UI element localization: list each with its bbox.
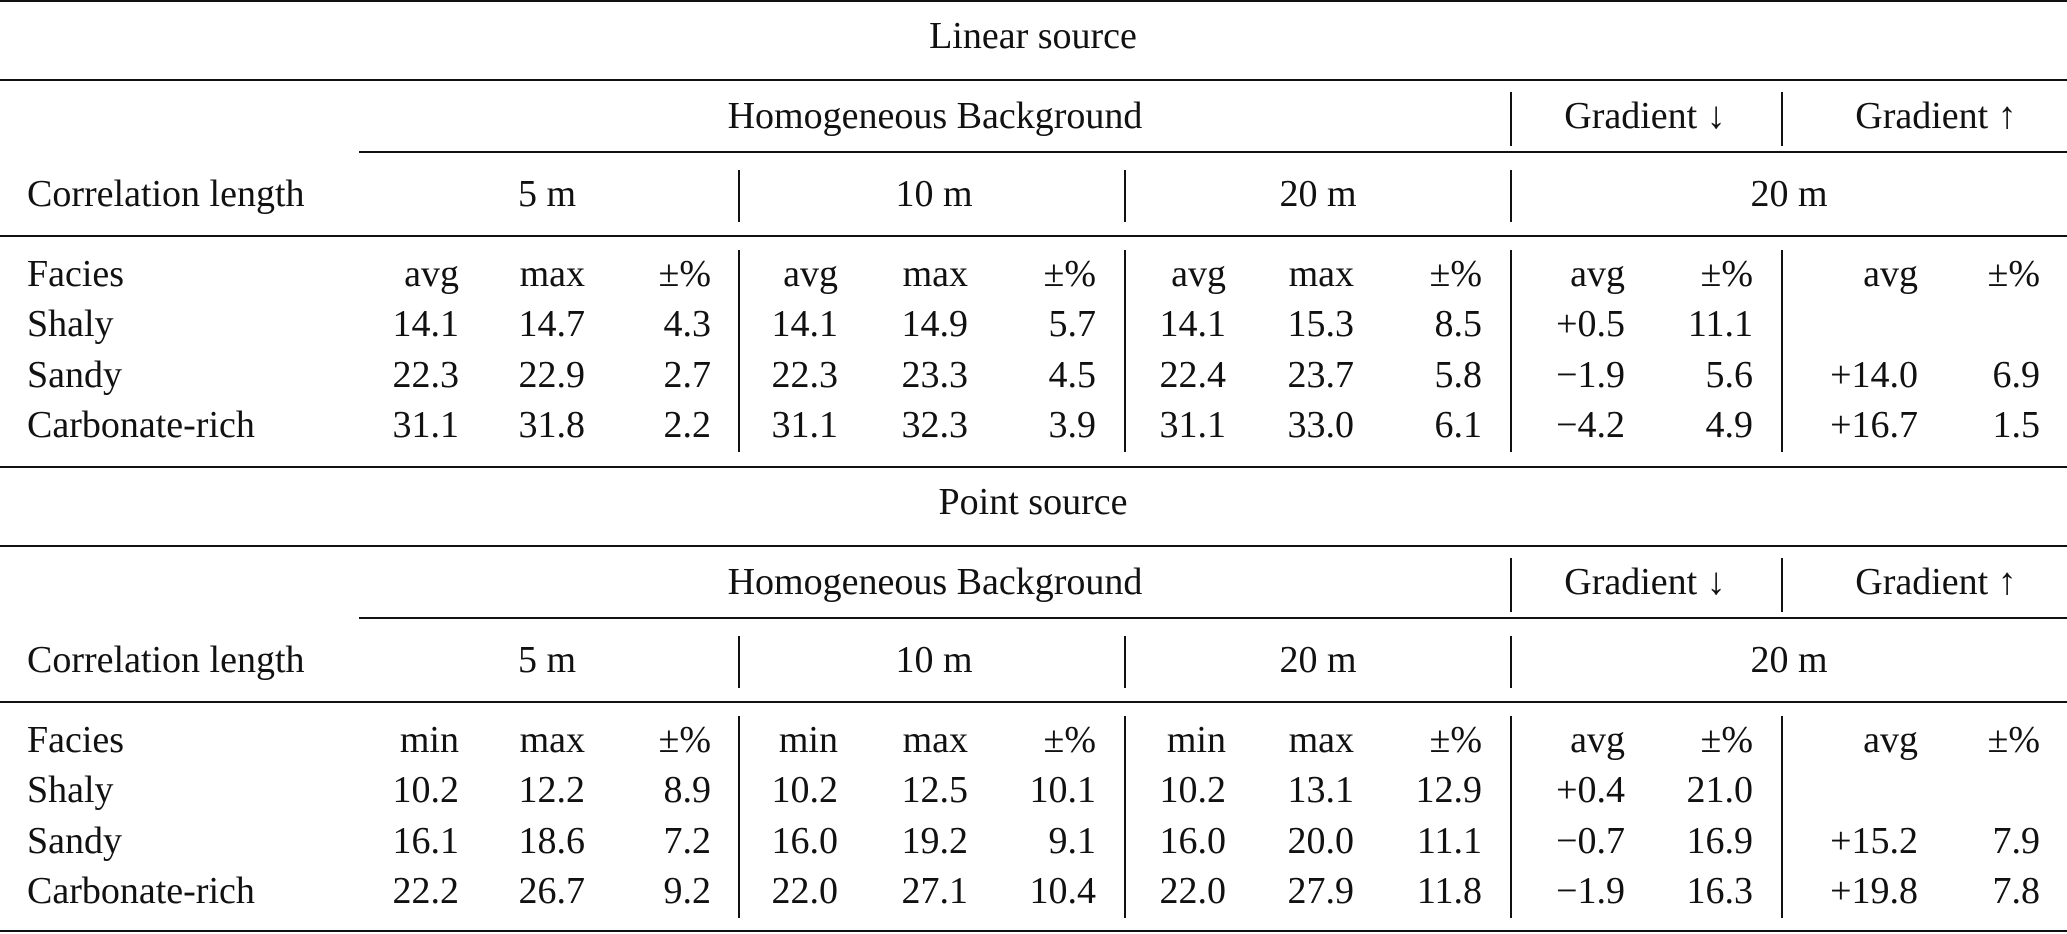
cell: 6.1 <box>1434 404 1482 446</box>
cell: 7.8 <box>1992 870 2040 912</box>
cell: 8.5 <box>1434 303 1482 345</box>
cell: 10.2 <box>392 769 459 811</box>
col-header: avg <box>1863 719 1918 761</box>
col-header: avg <box>404 253 459 295</box>
corr-5m: 5 m <box>517 639 577 681</box>
cell: 22.9 <box>518 354 585 396</box>
cell: 4.3 <box>663 303 711 345</box>
vrule <box>738 170 740 222</box>
cell: 14.9 <box>901 303 968 345</box>
corr-5m: 5 m <box>517 173 577 215</box>
col-header: avg <box>1863 253 1918 295</box>
cell: 31.1 <box>1159 404 1226 446</box>
cell: 19.2 <box>901 820 968 862</box>
vrule <box>1781 558 1783 612</box>
row-name: Shaly <box>27 303 114 345</box>
cell: 20.0 <box>1287 820 1354 862</box>
cell: 23.7 <box>1287 354 1354 396</box>
col-header: max <box>902 719 968 761</box>
col-header: ±% <box>1043 719 1096 761</box>
cell: 31.8 <box>518 404 585 446</box>
cell: 8.9 <box>663 769 711 811</box>
group-gradient-down: Gradient ↓ <box>1564 95 1726 137</box>
vrule <box>1510 170 1512 222</box>
group-homogeneous: Homogeneous Background <box>727 561 1143 603</box>
cell: 11.8 <box>1416 870 1482 912</box>
cell: 14.1 <box>771 303 838 345</box>
vrule <box>1124 250 1126 452</box>
cell: −1.9 <box>1556 870 1625 912</box>
col-header: max <box>902 253 968 295</box>
section-title-point: Point source <box>938 481 1128 523</box>
col-header: ±% <box>1429 253 1482 295</box>
cell: 7.9 <box>1992 820 2040 862</box>
cell: 6.9 <box>1992 354 2040 396</box>
corr-10m: 10 m <box>895 639 973 681</box>
cell: 22.0 <box>771 870 838 912</box>
cell: 13.1 <box>1287 769 1354 811</box>
cell: 21.0 <box>1686 769 1753 811</box>
cell: −0.7 <box>1556 820 1625 862</box>
cell: 1.5 <box>1992 404 2040 446</box>
col-header: avg <box>1570 719 1625 761</box>
vrule <box>1510 558 1512 612</box>
header-rule <box>0 701 2067 703</box>
col-header: max <box>519 719 585 761</box>
section-divider-rule <box>0 466 2067 468</box>
table-bottom-rule <box>0 930 2067 932</box>
group-gradient-down: Gradient ↓ <box>1564 561 1726 603</box>
row-name: Carbonate-rich <box>27 870 255 912</box>
cell: +16.7 <box>1830 404 1918 446</box>
cell: +19.8 <box>1830 870 1918 912</box>
col-header: min <box>399 719 459 761</box>
cell: 16.3 <box>1686 870 1753 912</box>
cell: 3.9 <box>1048 404 1096 446</box>
col-header: max <box>1288 719 1354 761</box>
cell: 12.2 <box>518 769 585 811</box>
corr-20m-gradient: 20 m <box>1750 639 1828 681</box>
col-header: max <box>519 253 585 295</box>
cell: 10.4 <box>1029 870 1096 912</box>
col-header: ±% <box>1987 719 2040 761</box>
cell: 22.2 <box>392 870 459 912</box>
cell: +14.0 <box>1830 354 1918 396</box>
col-header: avg <box>783 253 838 295</box>
cell: 11.1 <box>1416 820 1482 862</box>
section-title-linear: Linear source <box>929 15 1137 57</box>
cell: 15.3 <box>1287 303 1354 345</box>
group-rule <box>359 151 2067 153</box>
vrule <box>1124 170 1126 222</box>
group-gradient-up: Gradient ↑ <box>1855 95 2017 137</box>
group-gradient-up: Gradient ↑ <box>1855 561 2017 603</box>
section-rule <box>0 79 2067 81</box>
cell: 16.0 <box>1159 820 1226 862</box>
cell: 4.5 <box>1048 354 1096 396</box>
cell: 22.0 <box>1159 870 1226 912</box>
cell: +15.2 <box>1830 820 1918 862</box>
cell: 31.1 <box>392 404 459 446</box>
vrule <box>738 636 740 688</box>
col-header: ±% <box>1700 253 1753 295</box>
col-header: avg <box>1171 253 1226 295</box>
vrule <box>738 250 740 452</box>
cell: 7.2 <box>663 820 711 862</box>
cell: 27.9 <box>1287 870 1354 912</box>
group-homogeneous: Homogeneous Background <box>727 95 1143 137</box>
vrule <box>738 716 740 918</box>
corr-20m: 20 m <box>1279 173 1357 215</box>
cell: 9.2 <box>663 870 711 912</box>
corr-length-label: Correlation length <box>27 173 305 215</box>
facies-label: Facies <box>27 253 125 295</box>
cell: 14.7 <box>518 303 585 345</box>
cell: 27.1 <box>901 870 968 912</box>
vrule <box>1124 716 1126 918</box>
vrule <box>1510 250 1512 452</box>
cell: 10.2 <box>771 769 838 811</box>
cell: 32.3 <box>901 404 968 446</box>
col-header: ±% <box>658 719 711 761</box>
cell: 9.1 <box>1048 820 1096 862</box>
cell: 10.1 <box>1029 769 1096 811</box>
cell: 5.6 <box>1705 354 1753 396</box>
cell: 14.1 <box>1159 303 1226 345</box>
cell: −1.9 <box>1556 354 1625 396</box>
cell: 12.5 <box>901 769 968 811</box>
col-header: avg <box>1570 253 1625 295</box>
corr-20m: 20 m <box>1279 639 1357 681</box>
cell: +0.5 <box>1556 303 1625 345</box>
group-rule <box>359 617 2067 619</box>
cell: 4.9 <box>1705 404 1753 446</box>
cell: 16.9 <box>1686 820 1753 862</box>
cell: 5.7 <box>1048 303 1096 345</box>
header-rule <box>0 235 2067 237</box>
cell: 14.1 <box>392 303 459 345</box>
corr-10m: 10 m <box>895 173 973 215</box>
vrule <box>1510 92 1512 146</box>
cell: 10.2 <box>1159 769 1226 811</box>
cell: +0.4 <box>1556 769 1625 811</box>
col-header: ±% <box>1429 719 1482 761</box>
vrule <box>1510 636 1512 688</box>
table-top-rule <box>0 0 2067 2</box>
row-name: Shaly <box>27 769 114 811</box>
vrule <box>1781 716 1783 918</box>
col-header: ±% <box>1987 253 2040 295</box>
cell: 31.1 <box>771 404 838 446</box>
cell: 18.6 <box>518 820 585 862</box>
row-name: Sandy <box>27 354 122 396</box>
row-name: Sandy <box>27 820 122 862</box>
row-name: Carbonate-rich <box>27 404 255 446</box>
col-header: max <box>1288 253 1354 295</box>
vrule <box>1510 716 1512 918</box>
corr-20m-gradient: 20 m <box>1750 173 1828 215</box>
cell: 22.3 <box>771 354 838 396</box>
cell: 11.1 <box>1687 303 1753 345</box>
cell: 22.4 <box>1159 354 1226 396</box>
section-rule <box>0 545 2067 547</box>
vrule <box>1781 92 1783 146</box>
col-header: ±% <box>1043 253 1096 295</box>
vrule <box>1781 250 1783 452</box>
cell: 2.2 <box>663 404 711 446</box>
col-header: min <box>1166 719 1226 761</box>
cell: −4.2 <box>1556 404 1625 446</box>
vrule <box>1124 636 1126 688</box>
facies-label: Facies <box>27 719 125 761</box>
cell: 2.7 <box>663 354 711 396</box>
cell: 26.7 <box>518 870 585 912</box>
cell: 22.3 <box>392 354 459 396</box>
cell: 5.8 <box>1434 354 1482 396</box>
col-header: ±% <box>1700 719 1753 761</box>
cell: 12.9 <box>1415 769 1482 811</box>
cell: 16.0 <box>771 820 838 862</box>
corr-length-label: Correlation length <box>27 639 305 681</box>
col-header: min <box>778 719 838 761</box>
cell: 23.3 <box>901 354 968 396</box>
cell: 33.0 <box>1287 404 1354 446</box>
cell: 16.1 <box>392 820 459 862</box>
col-header: ±% <box>658 253 711 295</box>
